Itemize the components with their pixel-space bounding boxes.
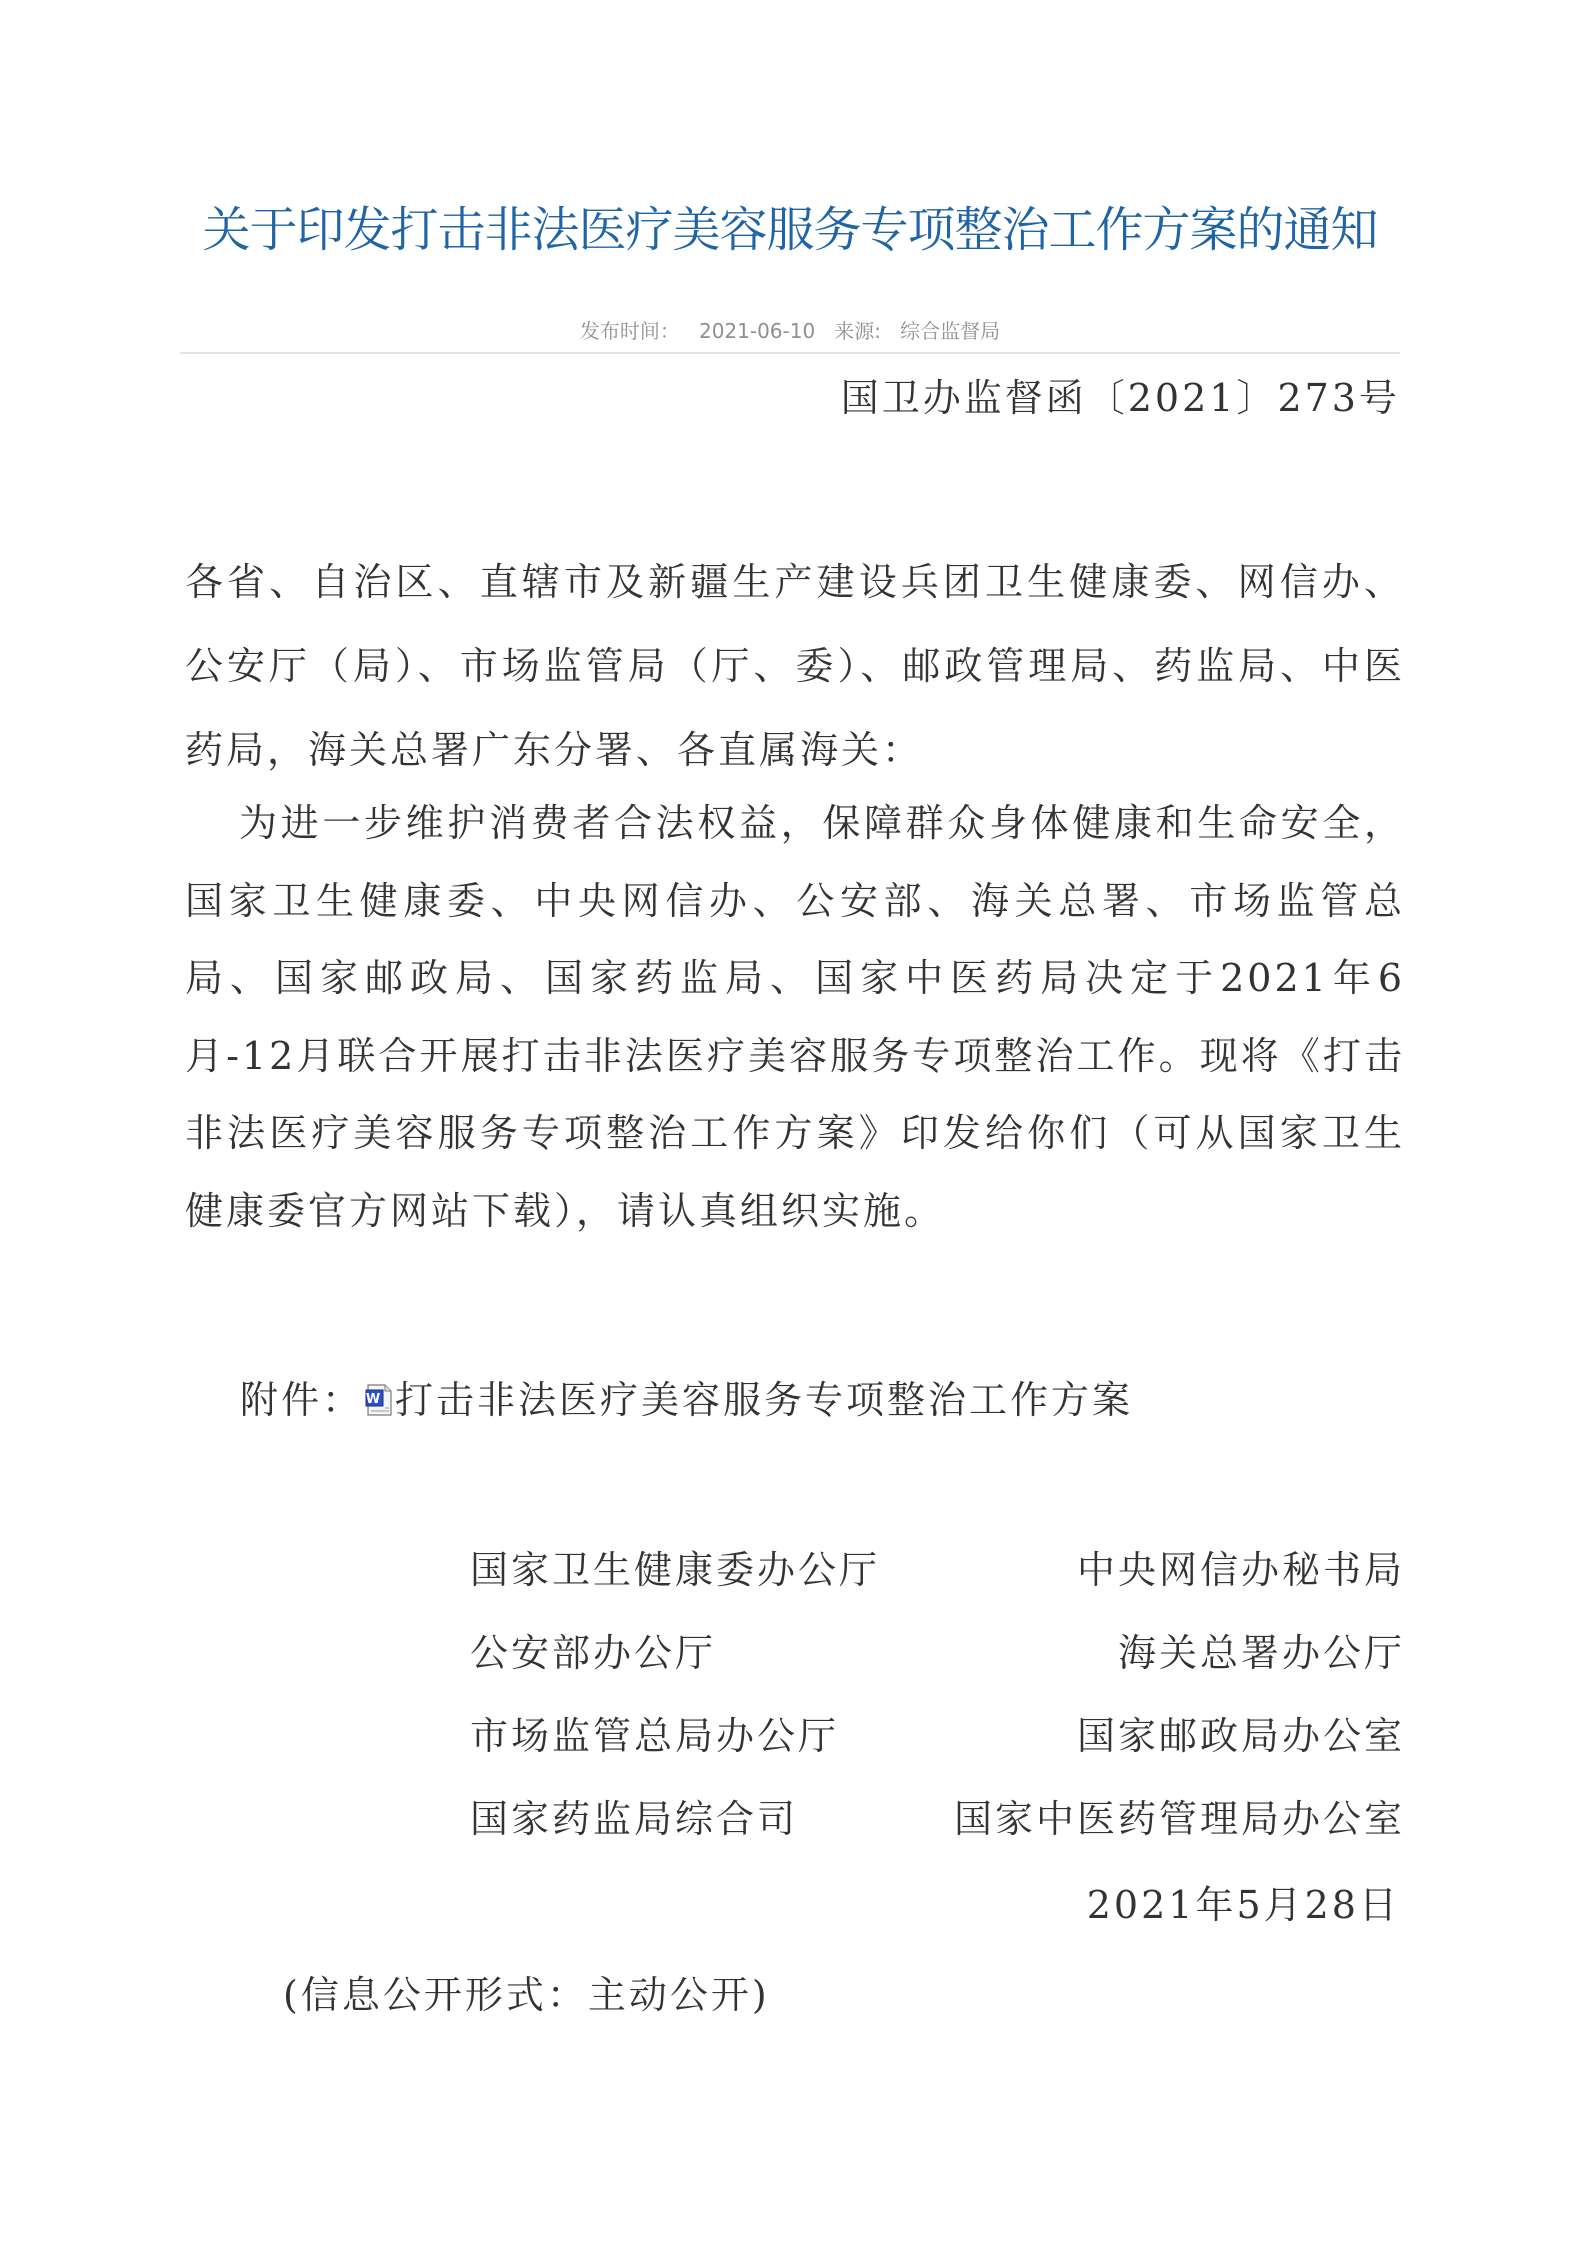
- publish-date: 2021-06-10: [698, 319, 816, 343]
- signer-row: [470, 1623, 1405, 1706]
- signer-right: 国家中医药管理局办公室: [953, 1797, 1405, 1841]
- signer-left: 市场监管总局办公厅: [470, 1714, 840, 1758]
- attachment-line: [240, 1375, 1133, 1425]
- salutation: 各省、自治区、直辖市及新疆生产建设兵团卫生健康委、网信办、公安厅（局）、市场监管局（厅、委）、邮政管理局、药监局、中医药局，海关总署广东分署、各直属海关：: [185, 560, 1405, 772]
- attachment-link[interactable]: 打击非法医疗美容服务专项整治工作方案: [395, 1378, 1134, 1422]
- issue-date: 2021年5月28日: [1086, 1883, 1400, 1927]
- svg-text:W: W: [365, 1392, 384, 1407]
- body-paragraph: 为进一步维护消费者合法权益，保障群众身体健康和生命安全，国家卫生健康委、中央网信办、公安部、海关总署、市场监管总局、国家邮政局、国家药监局、国家中医药局决定于2021年6月-12月联合开展打击非法医疗美容服务专项整治工作。现将《打击非法医疗美容服务专项整治工作方案》印发给你们（可从国家卫生健康委官方网站下载），请认真组织实施。: [185, 801, 1405, 1233]
- signer-left: 国家药监局综合司: [470, 1797, 799, 1841]
- word-document-icon[interactable]: [365, 1384, 393, 1416]
- signers-block: [470, 1540, 1405, 1872]
- signer-row: [470, 1706, 1405, 1789]
- publish-time-label: 发布时间：: [579, 319, 680, 343]
- spacer: [822, 319, 828, 343]
- document-number: 国卫办监督函〔2021〕273号: [840, 376, 1400, 420]
- signer-right: 国家邮政局办公室: [1076, 1714, 1405, 1758]
- disclosure-note: (信息公开形式：主动公开): [283, 1973, 770, 2017]
- attachment-label: 附件：: [240, 1378, 364, 1422]
- signer-right: 中央网信办秘书局: [1076, 1548, 1405, 1592]
- spacer: [887, 319, 893, 343]
- signer-left: 公安部办公厅: [470, 1631, 717, 1675]
- page-title: 关于印发打击非法医疗美容服务专项整治工作方案的通知: [202, 202, 1378, 258]
- signer-left: 国家卫生健康委办公厅: [470, 1548, 881, 1592]
- source-label: 来源:: [834, 319, 882, 343]
- signer-row: [470, 1540, 1405, 1623]
- signer-right: 海关总署办公厅: [1117, 1631, 1405, 1675]
- signer-row: [470, 1789, 1405, 1872]
- spacer: [686, 319, 692, 343]
- article-meta: [180, 318, 1400, 344]
- source-value: 综合监督局: [900, 319, 1001, 343]
- title-divider: [180, 352, 1400, 354]
